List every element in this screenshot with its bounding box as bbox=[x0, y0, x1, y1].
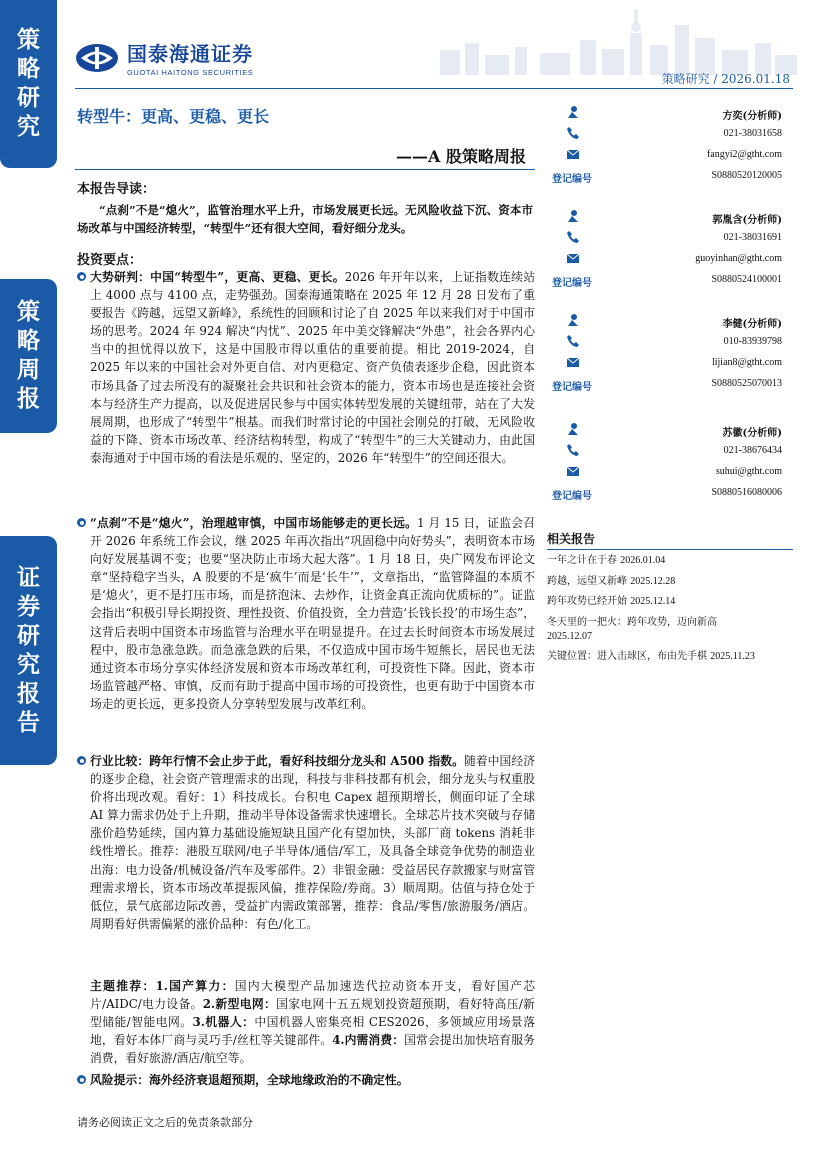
analyst-registration: S0880524100001 bbox=[711, 274, 782, 285]
report-date: 2026.01.18 bbox=[721, 72, 790, 86]
analyst-phone: 010-83939798 bbox=[723, 336, 782, 347]
related-report-item[interactable]: 一年之计在于春 2026.01.04 bbox=[547, 555, 666, 566]
analyst-name: 苏徽(分析师) bbox=[722, 428, 782, 439]
point-theme-recommendation: 主题推荐：1.国产算力：国内大模型产品加速迭代拉动资本开支，看好国产芯片/AIDC/电力设备。2.新型电网：国家电网十五五规划投资超预期，看好特高压/新型储能/智能电网。3.机器人：中国机器人密集亮相 CES2026，多领域应用场景落地，看好本体厂商与灵巧手/丝杠等关键部件。4.内需消费：国常会提出加快培育服务消费，看好旅游/酒店/航空等。 bbox=[90, 979, 535, 1066]
analyst-email[interactable]: lijian8@gtht.com bbox=[711, 357, 782, 368]
points-heading: 投资要点： bbox=[77, 253, 143, 268]
bullet-icon bbox=[77, 756, 86, 765]
analyst-phone: 021-38031658 bbox=[723, 128, 782, 139]
related-divider bbox=[547, 549, 793, 550]
related-report-item[interactable]: 关键位置：进入击球区，布由先手棋 2025.11.23 bbox=[547, 651, 755, 662]
point-market-outlook: 大势研判：中国“转型牛”，更高、更稳、更长。2026 年开年以来，上证指数连续站上 4000 点与 4100 点，走势强劲。国泰海通策略在 2025 年 12 月 28 日发布了重要报告《跨越，远望又新峰》，系统性的回顾和讨论了自 2025 年以来我们对于中国市场的思考。2024 年 924 解决“内忧”、2025 年中美交锋解决“外患”，社会各界内心当中的担忧得以放下，这是中国股市得以重估的重要前提。相比 2019-2024，自 2025 年以来的中国社会对外更自信、对内更稳定、资产负债表逐步企稳，因此资本市场具备了过去所没有的凝聚社会共识和社会资本的能力，资本市场也是连接社会资本与经济生产力提高，以及促进居民参与中国实体转型发展的关键纽带，站在了大发展周期，也形成了“转型牛”根基。而我们时常讨论的中国社会刚兑的打破，无风险收益的下降、资本市场改革、经济结构转型，构成了“转型牛”的三大关键动力，由此国泰海通对于中国市场的看法是乐观的、坚定的，2026 年“转型牛”的空间还很大。 bbox=[77, 268, 535, 467]
analyst-name: 郭胤含(分析师) bbox=[712, 215, 782, 226]
analyst-phone: 021-38031691 bbox=[723, 232, 782, 243]
email-icon bbox=[566, 355, 580, 369]
logo-mark-icon bbox=[75, 43, 119, 73]
point-regulation: “点刹”不是“熄火”，治理越审慎，中国市场能够走的更长远。1 月 15 日，证监会召开 2026 年系统工作会议，继 2025 年再次指出“巩固稳中向好势头”，表明资本市场向好发展基调不变；也要“坚决防止市场大起大落”。1 月 18 日，央广网发布评论文章“坚持稳字当头，A 股要的不是‘疯牛’而是‘长牛’”，文章指出，“监管降温的本质不是‘熄火’，更不是打压市场，而是挤泡沫、去炒作，让资金真正流向优质标的”。证监会指出“积极引导长期投资、理性投资、价值投资，全力营造‘长钱长投’的市场生态”，这背后表明中国资本市场监管与治理水平在明显提升。在过去长时间资本市场发展过程中，股市急涨急跌。而急涨急跌的后果，不仅造成中国市场牛短熊长，居民也无法通过资本市场分享实体经济发展和资本市场改革红利，可投资性下降。因此，资本市场监管越严格、审慎，反而有助于提高中国市场的可投资性，也更有助于中国资本市场走的更长远，更多投资人分享转型发展与改革红利。 bbox=[77, 514, 535, 713]
analyst-email[interactable]: guoyinhan@gtht.com bbox=[695, 253, 782, 264]
point-industry-comparison: 行业比较：跨年行情不会止步于此，看好科技细分龙头和 A500 指数。随着中国经济的逐步企稳，社会资产管理需求的出现，科技与非科技都有机会，细分龙头与权重股价将出现改观。看好：1）科技成长。台积电 Capex 超预期增长，侧面印证了全球 AI 算力需求仍处于上升期，推动半导体设备需求快速增长。全球芯片技术突破与存储涨价趋势延续，国内算力基础设施短缺且国产化有望加快，头部厂商 tokens 消耗非线性增长。推荐：港股互联网/电子半导体/通信/军工，及具备全球竞争优势的制造业出海：电力设备/机械设备/汽车及零部件。2）非银金融：受益居民存款搬家与财富管理需求增长，资本市场改革提振风偏，推荐保险/券商。3）顺周期。估值与持仓处于低位，景气底部边际改善，受益扩内需政策部署，推荐：食品/零售/旅游服务/酒店。周期看好供需偏紧的涨价品种：有色/化工。 bbox=[77, 752, 535, 933]
analyst-card bbox=[552, 103, 782, 187]
analyst-card bbox=[552, 207, 782, 291]
report-subtitle: ——A 股策略周报 bbox=[396, 147, 526, 166]
analyst-icon bbox=[566, 105, 580, 119]
bullet-icon bbox=[77, 1075, 86, 1084]
analyst-registration: S0880516080006 bbox=[711, 487, 782, 498]
guide-heading: 本报告导读： bbox=[77, 182, 156, 197]
side-label-strategy-weekly: 策 略 周 报 bbox=[0, 279, 57, 433]
analyst-email[interactable]: fangyi2@gtht.com bbox=[706, 149, 782, 160]
related-reports-heading: 相关报告 bbox=[547, 532, 596, 546]
analyst-name: 李健(分析师) bbox=[722, 319, 782, 330]
header-divider bbox=[75, 88, 793, 89]
analyst-icon bbox=[566, 422, 580, 436]
bullet-icon bbox=[77, 272, 86, 281]
analyst-registration: S0880520120005 bbox=[711, 170, 782, 181]
report-meta bbox=[662, 70, 790, 87]
registration-label: 登记编号 bbox=[552, 174, 592, 185]
side-bar bbox=[0, 0, 57, 1169]
analyst-icon bbox=[566, 209, 580, 223]
side-label-strategy-research: 策 略 研 究 bbox=[0, 0, 57, 168]
phone-icon bbox=[566, 230, 580, 244]
city-skyline-illustration bbox=[430, 5, 800, 75]
logo-english-name: GUOTAI HAITONG SECURITIES bbox=[127, 68, 254, 77]
email-icon bbox=[566, 251, 580, 265]
footer-disclaimer: 请务必阅读正文之后的免责条款部分 bbox=[77, 1116, 253, 1129]
registration-label: 登记编号 bbox=[552, 382, 592, 393]
email-icon bbox=[566, 147, 580, 161]
phone-icon bbox=[566, 126, 580, 140]
title-divider bbox=[75, 169, 535, 170]
registration-label: 登记编号 bbox=[552, 491, 592, 502]
related-reports-list bbox=[547, 554, 792, 671]
analyst-name: 方奕(分析师) bbox=[722, 111, 782, 122]
logo-chinese-name: 国泰海通证券 bbox=[127, 42, 253, 66]
analyst-phone: 021-38676434 bbox=[723, 445, 782, 456]
analyst-registration: S0880525070013 bbox=[711, 378, 782, 389]
registration-label: 登记编号 bbox=[552, 278, 592, 289]
report-title: 转型牛：更高、更稳、更长 bbox=[77, 107, 270, 126]
email-icon bbox=[566, 464, 580, 478]
related-report-item[interactable]: 跨越，远望又新峰 2025.12.28 bbox=[547, 575, 676, 587]
phone-icon bbox=[566, 443, 580, 457]
side-label-securities-report: 证 券 研 究 报 告 bbox=[0, 536, 57, 765]
related-report-item[interactable]: 冬天里的一把火：跨年攻势，迈向新高 2025.12.07 bbox=[547, 616, 717, 642]
report-category: 策略研究 bbox=[661, 72, 710, 86]
point-risk-warning: 风险提示：海外经济衰退超预期，全球地缘政治的不确定性。 bbox=[77, 1071, 535, 1089]
analyst-icon bbox=[566, 313, 580, 327]
bullet-icon bbox=[77, 518, 86, 527]
guide-text: “点刹”不是“熄火”，监管治理水平上升，市场发展更长远。无风险收益下沉、资本市场改革与中国经济转型，“转型牛”还有很大空间，看好细分龙头。 bbox=[77, 203, 533, 235]
analyst-email[interactable]: suhui@gtht.com bbox=[715, 466, 782, 477]
analyst-card bbox=[552, 420, 782, 504]
analyst-card bbox=[552, 311, 782, 395]
phone-icon bbox=[566, 334, 580, 348]
meta-separator: / bbox=[713, 72, 718, 86]
related-report-item[interactable]: 跨年攻势已经开始 2025.12.14 bbox=[547, 596, 676, 607]
company-logo bbox=[75, 38, 253, 77]
